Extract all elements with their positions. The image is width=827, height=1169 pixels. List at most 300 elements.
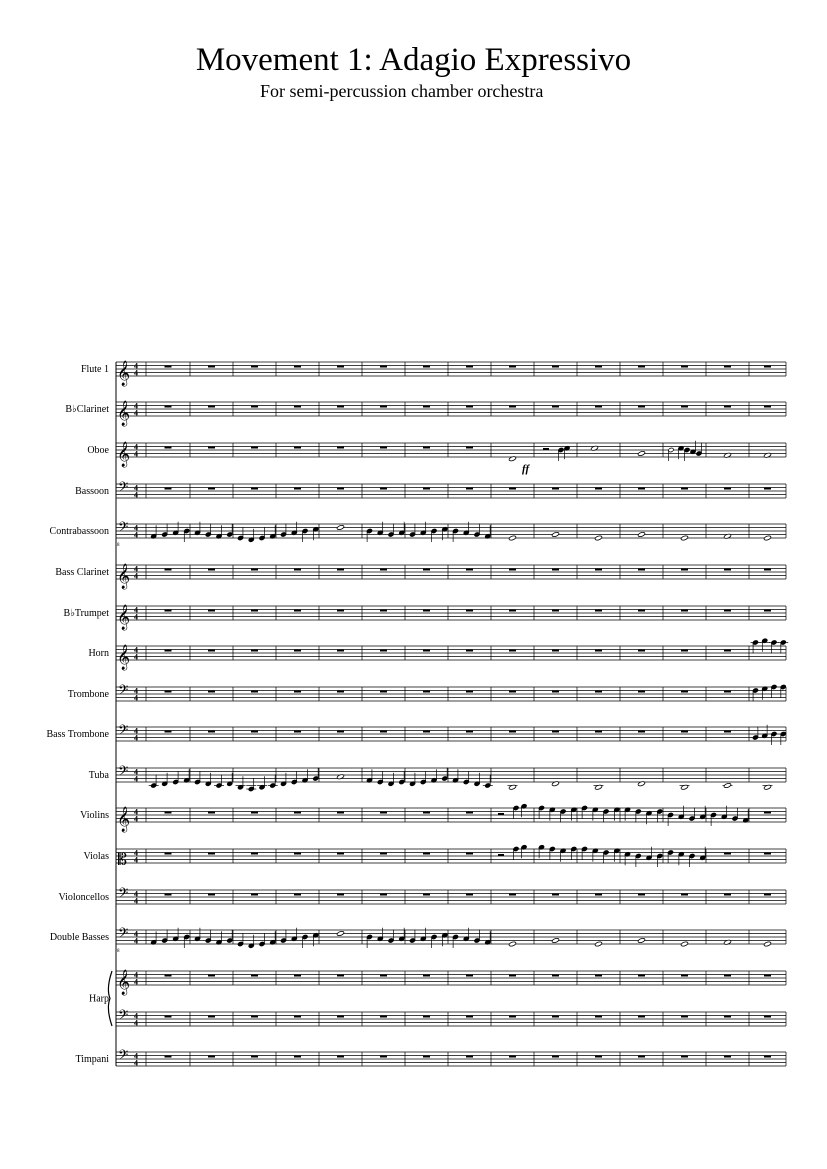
time-signature-numerator: 4 bbox=[134, 645, 138, 655]
bass-clef-icon: 𝄢 bbox=[118, 763, 129, 782]
whole-rest bbox=[638, 894, 645, 896]
instrument-name: Flute 1 bbox=[80, 364, 109, 375]
whole-rest bbox=[423, 366, 430, 368]
whole-rest bbox=[423, 610, 430, 612]
instrument-name: Bass Clarinet bbox=[55, 567, 109, 578]
whole-rest bbox=[724, 731, 731, 733]
note bbox=[337, 525, 345, 531]
bass-clef-icon: 𝄢 bbox=[118, 1047, 129, 1066]
instrument-bassoon bbox=[75, 479, 786, 500]
whole-rest bbox=[337, 1056, 344, 1058]
svg-text:8: 8 bbox=[117, 543, 120, 548]
bass-clef-icon: 𝄢 bbox=[118, 519, 129, 538]
whole-rest bbox=[509, 731, 516, 733]
whole-rest bbox=[251, 447, 258, 449]
note bbox=[764, 535, 772, 541]
whole-rest bbox=[294, 894, 301, 896]
treble-clef-icon: 𝄞 bbox=[117, 645, 131, 670]
whole-rest bbox=[208, 447, 215, 449]
whole-rest bbox=[764, 812, 771, 814]
whole-rest bbox=[638, 569, 645, 571]
whole-rest bbox=[595, 650, 602, 652]
whole-rest bbox=[337, 853, 344, 855]
whole-rest bbox=[294, 650, 301, 652]
whole-rest bbox=[337, 366, 344, 368]
whole-rest bbox=[294, 488, 301, 490]
whole-rest bbox=[466, 569, 473, 571]
whole-rest bbox=[208, 975, 215, 977]
whole-rest bbox=[208, 1056, 215, 1058]
time-signature-numerator: 4 bbox=[134, 605, 138, 615]
whole-rest bbox=[165, 812, 172, 814]
staff-violins bbox=[116, 804, 786, 832]
whole-rest bbox=[764, 894, 771, 896]
whole-rest bbox=[251, 731, 258, 733]
whole-rest bbox=[764, 1056, 771, 1058]
whole-rest bbox=[251, 610, 258, 612]
whole-rest bbox=[466, 1016, 473, 1018]
whole-rest bbox=[638, 488, 645, 490]
whole-rest bbox=[380, 1056, 387, 1058]
time-signature-numerator: 4 bbox=[134, 929, 138, 939]
staff-violas bbox=[116, 845, 786, 869]
instrument-horn bbox=[88, 638, 788, 670]
bass-clef-icon: 𝄢 bbox=[118, 479, 129, 498]
svg-text:8: 8 bbox=[117, 949, 120, 954]
whole-rest bbox=[165, 691, 172, 693]
whole-rest bbox=[638, 691, 645, 693]
whole-rest bbox=[595, 894, 602, 896]
whole-rest bbox=[251, 894, 258, 896]
whole-rest bbox=[423, 569, 430, 571]
whole-rest bbox=[380, 406, 387, 408]
whole-rest bbox=[724, 569, 731, 571]
whole-rest bbox=[638, 1056, 645, 1058]
time-signature-numerator: 4 bbox=[134, 767, 138, 777]
whole-rest bbox=[552, 569, 559, 571]
whole-rest bbox=[466, 406, 473, 408]
time-signature-numerator: 4 bbox=[134, 848, 138, 858]
staff-contrabassoon bbox=[116, 519, 786, 548]
whole-rest bbox=[294, 406, 301, 408]
whole-rest bbox=[509, 406, 516, 408]
whole-rest bbox=[509, 691, 516, 693]
whole-rest bbox=[208, 894, 215, 896]
whole-rest bbox=[208, 731, 215, 733]
instrument-tuba bbox=[89, 763, 786, 792]
staff-oboe bbox=[116, 441, 786, 467]
half-rest bbox=[543, 448, 549, 450]
whole-rest bbox=[595, 1016, 602, 1018]
time-signature-denominator: 4 bbox=[134, 814, 138, 824]
whole-rest bbox=[595, 731, 602, 733]
whole-rest bbox=[638, 975, 645, 977]
whole-rest bbox=[294, 1056, 301, 1058]
time-signature-denominator: 4 bbox=[134, 774, 138, 784]
staff-timpani bbox=[116, 1047, 786, 1068]
whole-rest bbox=[380, 447, 387, 449]
whole-rest bbox=[165, 610, 172, 612]
whole-rest bbox=[294, 853, 301, 855]
whole-rest bbox=[380, 650, 387, 652]
whole-rest bbox=[380, 894, 387, 896]
whole-rest bbox=[423, 1016, 430, 1018]
whole-rest bbox=[466, 610, 473, 612]
whole-rest bbox=[724, 853, 731, 855]
whole-rest bbox=[208, 691, 215, 693]
note bbox=[595, 535, 603, 541]
dynamic-marking: ff bbox=[522, 463, 530, 475]
page-title: Movement 1: Adagio Expressivo bbox=[195, 42, 632, 78]
whole-rest bbox=[165, 569, 172, 571]
instrument-name: Harp bbox=[89, 993, 109, 1005]
staff-harp bbox=[116, 1007, 786, 1028]
treble-clef-icon: 𝄞 bbox=[117, 361, 131, 386]
staff-b-trumpet bbox=[116, 604, 786, 630]
time-signature-denominator: 4 bbox=[134, 368, 138, 378]
whole-rest bbox=[552, 366, 559, 368]
whole-rest bbox=[638, 731, 645, 733]
staff-b-clarinet bbox=[116, 400, 786, 426]
instrument-name: Contrabassoon bbox=[49, 526, 109, 537]
whole-rest bbox=[724, 610, 731, 612]
whole-rest bbox=[764, 975, 771, 977]
time-signature-denominator: 4 bbox=[134, 855, 138, 865]
time-signature-denominator: 4 bbox=[134, 612, 138, 622]
whole-rest bbox=[208, 488, 215, 490]
whole-rest bbox=[423, 731, 430, 733]
whole-rest bbox=[764, 406, 771, 408]
whole-rest bbox=[724, 975, 731, 977]
whole-rest bbox=[681, 1056, 688, 1058]
whole-rest bbox=[595, 691, 602, 693]
time-signature-denominator: 4 bbox=[134, 1018, 138, 1028]
staff-horn bbox=[116, 638, 788, 670]
time-signature-numerator: 4 bbox=[134, 401, 138, 411]
time-signature-denominator: 4 bbox=[134, 490, 138, 500]
note bbox=[552, 938, 560, 944]
time-signature-numerator: 4 bbox=[134, 889, 138, 899]
whole-rest bbox=[423, 812, 430, 814]
time-signature-denominator: 4 bbox=[134, 733, 138, 743]
instrument-name: Horn bbox=[88, 648, 109, 659]
instrument-bass-trombone bbox=[46, 722, 786, 745]
whole-rest bbox=[509, 1016, 516, 1018]
whole-rest bbox=[337, 569, 344, 571]
whole-rest bbox=[165, 488, 172, 490]
whole-rest bbox=[509, 366, 516, 368]
whole-rest bbox=[337, 650, 344, 652]
note bbox=[638, 938, 646, 944]
treble-clef-icon: 𝄞 bbox=[117, 401, 131, 426]
whole-rest bbox=[681, 650, 688, 652]
whole-rest bbox=[764, 853, 771, 855]
whole-rest bbox=[337, 812, 344, 814]
whole-rest bbox=[764, 610, 771, 612]
instrument-timpani bbox=[75, 1047, 786, 1068]
whole-rest bbox=[509, 650, 516, 652]
note bbox=[681, 941, 689, 947]
staff-bassoon bbox=[116, 479, 786, 500]
whole-rest bbox=[251, 812, 258, 814]
time-signature-numerator: 4 bbox=[134, 361, 138, 371]
whole-rest bbox=[552, 610, 559, 612]
instrument-oboe bbox=[87, 441, 786, 467]
whole-rest bbox=[337, 406, 344, 408]
whole-rest bbox=[552, 650, 559, 652]
whole-rest bbox=[251, 1016, 258, 1018]
instrument-name: Violins bbox=[80, 810, 109, 821]
whole-rest bbox=[423, 447, 430, 449]
bass-clef-icon: 𝄢 bbox=[118, 925, 129, 944]
whole-rest bbox=[208, 1016, 215, 1018]
whole-rest bbox=[208, 650, 215, 652]
note bbox=[638, 451, 646, 457]
whole-rest bbox=[380, 812, 387, 814]
whole-rest bbox=[337, 447, 344, 449]
whole-rest bbox=[595, 406, 602, 408]
whole-rest bbox=[337, 610, 344, 612]
whole-rest bbox=[165, 1016, 172, 1018]
whole-rest bbox=[638, 406, 645, 408]
whole-rest bbox=[165, 731, 172, 733]
whole-rest bbox=[552, 1056, 559, 1058]
whole-rest bbox=[724, 488, 731, 490]
instrument-violoncellos bbox=[58, 885, 786, 906]
whole-rest bbox=[466, 488, 473, 490]
whole-rest bbox=[165, 894, 172, 896]
time-signature-numerator: 4 bbox=[134, 1051, 138, 1061]
time-signature-denominator: 4 bbox=[134, 449, 138, 459]
whole-rest bbox=[724, 894, 731, 896]
whole-rest bbox=[380, 975, 387, 977]
time-signature-numerator: 4 bbox=[134, 807, 138, 817]
whole-rest bbox=[466, 894, 473, 896]
whole-rest bbox=[380, 691, 387, 693]
whole-rest bbox=[724, 691, 731, 693]
whole-rest bbox=[337, 731, 344, 733]
instrument-name: B♭Trumpet bbox=[63, 608, 109, 619]
whole-rest bbox=[681, 366, 688, 368]
note bbox=[509, 941, 517, 947]
whole-rest bbox=[595, 366, 602, 368]
whole-rest bbox=[380, 569, 387, 571]
whole-rest bbox=[681, 406, 688, 408]
instrument-name: Timpani bbox=[75, 1054, 109, 1065]
whole-rest bbox=[724, 406, 731, 408]
whole-rest bbox=[595, 975, 602, 977]
whole-rest bbox=[251, 691, 258, 693]
staff-flute-1 bbox=[116, 360, 786, 386]
instrument-name: Violas bbox=[83, 851, 109, 862]
whole-rest bbox=[764, 1016, 771, 1018]
whole-rest bbox=[380, 1016, 387, 1018]
whole-rest bbox=[423, 650, 430, 652]
time-signature-denominator: 4 bbox=[134, 530, 138, 540]
whole-rest bbox=[423, 853, 430, 855]
whole-rest bbox=[466, 650, 473, 652]
whole-rest bbox=[423, 406, 430, 408]
whole-rest bbox=[380, 853, 387, 855]
instrument-name: Trombone bbox=[67, 689, 109, 700]
whole-rest bbox=[251, 1056, 258, 1058]
page-subtitle: For semi-percussion chamber orchestra bbox=[260, 81, 544, 101]
treble-clef-icon: 𝄞 bbox=[117, 605, 131, 630]
half-rest bbox=[498, 813, 504, 815]
whole-rest bbox=[681, 1016, 688, 1018]
whole-rest bbox=[165, 853, 172, 855]
whole-rest bbox=[466, 691, 473, 693]
whole-rest bbox=[509, 610, 516, 612]
whole-rest bbox=[552, 731, 559, 733]
note bbox=[509, 535, 517, 541]
whole-rest bbox=[595, 1056, 602, 1058]
staff-tuba bbox=[116, 763, 786, 792]
whole-rest bbox=[380, 366, 387, 368]
instrument-trombone bbox=[68, 682, 787, 703]
whole-rest bbox=[681, 975, 688, 977]
time-signature-numerator: 4 bbox=[134, 726, 138, 736]
whole-rest bbox=[294, 1016, 301, 1018]
whole-rest bbox=[764, 488, 771, 490]
whole-rest bbox=[165, 650, 172, 652]
time-signature-denominator: 4 bbox=[134, 896, 138, 906]
whole-rest bbox=[764, 569, 771, 571]
whole-rest bbox=[552, 975, 559, 977]
instrument-name: Violoncellos bbox=[58, 892, 109, 903]
whole-rest bbox=[165, 447, 172, 449]
time-signature-denominator: 4 bbox=[134, 652, 138, 662]
instrument-double-basses bbox=[50, 925, 786, 954]
whole-rest bbox=[509, 488, 516, 490]
whole-rest bbox=[638, 610, 645, 612]
whole-rest bbox=[466, 1056, 473, 1058]
whole-rest bbox=[724, 1016, 731, 1018]
whole-rest bbox=[423, 1056, 430, 1058]
whole-rest bbox=[509, 975, 516, 977]
time-signature-denominator: 4 bbox=[134, 408, 138, 418]
whole-rest bbox=[638, 1016, 645, 1018]
whole-rest bbox=[165, 366, 172, 368]
time-signature-numerator: 4 bbox=[134, 523, 138, 533]
whole-rest bbox=[208, 610, 215, 612]
note bbox=[724, 783, 732, 789]
whole-rest bbox=[337, 488, 344, 490]
whole-rest bbox=[552, 894, 559, 896]
whole-rest bbox=[595, 488, 602, 490]
alto-clef-icon: 𝄡 bbox=[118, 849, 127, 869]
whole-rest bbox=[337, 691, 344, 693]
whole-rest bbox=[165, 975, 172, 977]
note bbox=[337, 931, 345, 937]
whole-rest bbox=[380, 488, 387, 490]
staff-violoncellos bbox=[116, 885, 786, 906]
treble-clef-icon: 𝄞 bbox=[117, 442, 131, 467]
whole-rest bbox=[764, 366, 771, 368]
staff-bass-clarinet bbox=[116, 563, 786, 589]
time-signature-denominator: 4 bbox=[134, 936, 138, 946]
whole-rest bbox=[595, 610, 602, 612]
treble-clef-icon: 𝄞 bbox=[117, 564, 131, 589]
time-signature-denominator: 4 bbox=[134, 571, 138, 581]
instrument-flute-1 bbox=[81, 360, 786, 386]
time-signature-numerator: 4 bbox=[134, 970, 138, 980]
whole-rest bbox=[724, 366, 731, 368]
time-signature-numerator: 4 bbox=[134, 442, 138, 452]
time-signature-numerator: 4 bbox=[134, 1011, 138, 1021]
whole-rest bbox=[251, 406, 258, 408]
whole-rest bbox=[681, 691, 688, 693]
whole-rest bbox=[423, 691, 430, 693]
whole-rest bbox=[509, 894, 516, 896]
treble-clef-icon: 𝄞 bbox=[117, 807, 131, 832]
half-rest bbox=[498, 854, 504, 856]
whole-rest bbox=[251, 366, 258, 368]
whole-rest bbox=[208, 853, 215, 855]
treble-clef-icon: 𝄞 bbox=[117, 970, 131, 995]
whole-rest bbox=[681, 894, 688, 896]
whole-rest bbox=[552, 691, 559, 693]
whole-rest bbox=[552, 488, 559, 490]
note bbox=[595, 941, 603, 947]
whole-rest bbox=[337, 894, 344, 896]
staff-double-basses bbox=[116, 925, 786, 954]
whole-rest bbox=[466, 447, 473, 449]
whole-rest bbox=[208, 569, 215, 571]
whole-rest bbox=[724, 650, 731, 652]
time-signature-numerator: 4 bbox=[134, 564, 138, 574]
whole-rest bbox=[251, 650, 258, 652]
whole-rest bbox=[423, 975, 430, 977]
time-signature-numerator: 4 bbox=[134, 686, 138, 696]
note bbox=[764, 941, 772, 947]
whole-rest bbox=[165, 1056, 172, 1058]
whole-rest bbox=[251, 853, 258, 855]
time-signature-numerator: 4 bbox=[134, 483, 138, 493]
staff-trombone bbox=[116, 682, 786, 703]
instrument-name: Oboe bbox=[87, 445, 109, 456]
whole-rest bbox=[724, 1056, 731, 1058]
whole-rest bbox=[595, 569, 602, 571]
whole-rest bbox=[466, 731, 473, 733]
whole-rest bbox=[294, 447, 301, 449]
bass-clef-icon: 𝄢 bbox=[118, 1007, 129, 1026]
instrument-name: Tuba bbox=[88, 770, 109, 781]
instrument-name: Bass Trombone bbox=[46, 729, 109, 740]
time-signature-denominator: 4 bbox=[134, 693, 138, 703]
whole-rest bbox=[251, 488, 258, 490]
whole-rest bbox=[294, 731, 301, 733]
whole-rest bbox=[294, 610, 301, 612]
instrument-b-clarinet bbox=[65, 400, 786, 426]
whole-rest bbox=[638, 650, 645, 652]
whole-rest bbox=[509, 569, 516, 571]
whole-rest bbox=[251, 569, 258, 571]
whole-rest bbox=[251, 975, 258, 977]
time-signature-denominator: 4 bbox=[134, 977, 138, 987]
bass-clef-icon: 𝄢 bbox=[118, 682, 129, 701]
note bbox=[638, 532, 646, 538]
whole-rest bbox=[337, 975, 344, 977]
whole-rest bbox=[294, 812, 301, 814]
whole-rest bbox=[466, 812, 473, 814]
note bbox=[681, 535, 689, 541]
whole-rest bbox=[638, 366, 645, 368]
whole-rest bbox=[509, 1056, 516, 1058]
instrument-contrabassoon bbox=[50, 519, 786, 548]
instrument-harp bbox=[89, 969, 786, 1028]
whole-rest bbox=[294, 691, 301, 693]
